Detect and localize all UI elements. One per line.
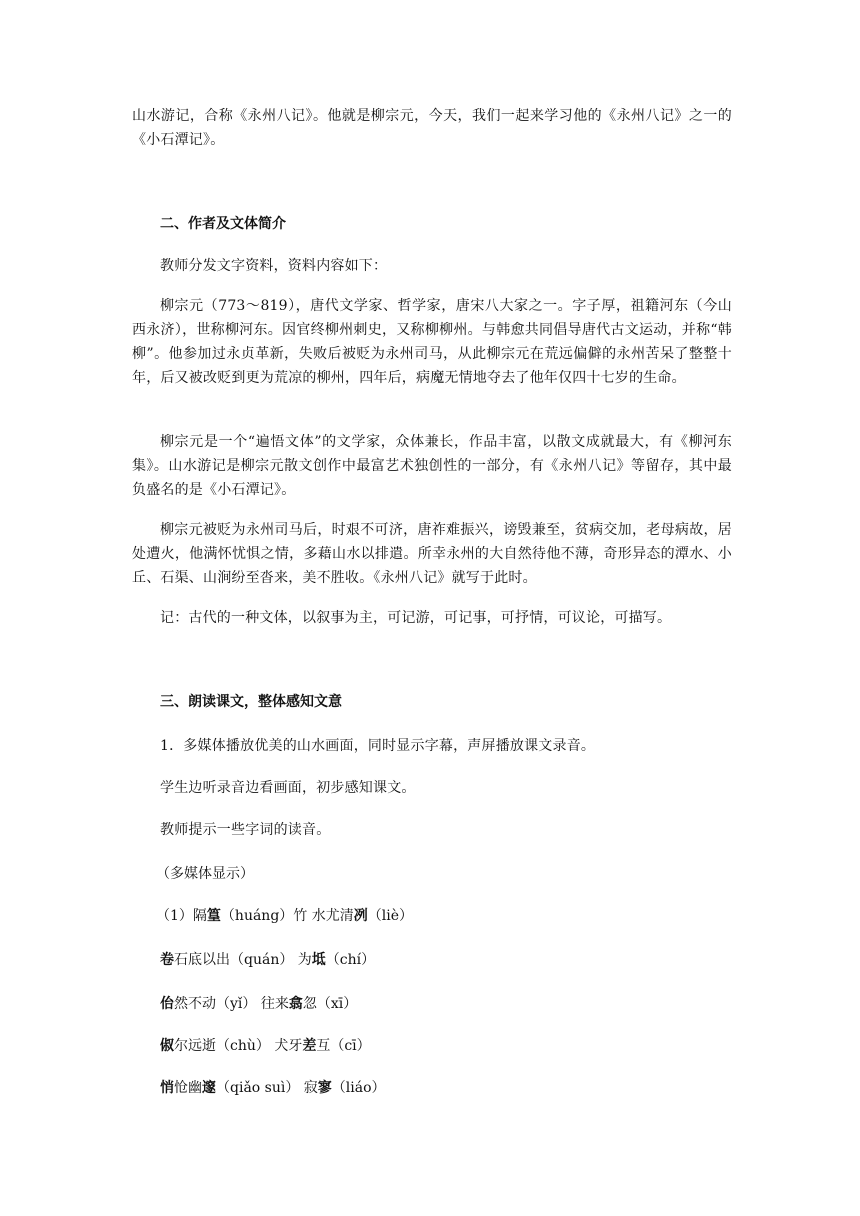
section-2-paragraph-2: 柳宗元（773～819），唐代文学家、哲学家，唐宋八大家之一。字子厚，祖籍河东（今山西永济），世称柳河东。因官终柳州刺史，又称柳柳州。与韩愈共同倡导唐代古文运动，并称“韩柳”。他参加过永贞革新，失败后被贬为永州司马，从此柳宗元在荒远偏僻的永州苦呆了整整十年，后又被改贬到更为荒凉的柳州，四年后，病魔无情地夺去了他年仅四十七岁的生命。 <box>132 298 732 386</box>
pron-char-bold: 差 <box>302 1038 317 1054</box>
pronunciation-line <box>160 1034 371 1058</box>
pron-char-bold: 佁 <box>160 996 174 1012</box>
pronunciation-line <box>160 992 357 1016</box>
multimedia-display-label: （多媒体显示） <box>156 866 254 882</box>
pron-text: 石底以出（quán） 为 <box>174 952 312 968</box>
pron-text: 怆幽 <box>174 1080 202 1096</box>
pron-text: （1）隔 <box>156 908 207 924</box>
pron-text: （liè） <box>367 908 413 924</box>
section-3-paragraph-3: 教师提示一些字词的读音。 <box>160 822 331 838</box>
pron-text: （chí） <box>325 952 376 968</box>
pron-char-bold: 悄 <box>160 1080 174 1096</box>
pron-text: （qiǎo suì） 寂 <box>216 1080 318 1096</box>
section-3-heading: 三、朗读课文，整体感知文意 <box>160 694 342 710</box>
pron-char-bold: 邃 <box>202 1080 216 1096</box>
pron-text: 互（cī） <box>316 1038 371 1054</box>
section-2-paragraph-5: 记：古代的一种文体，以叙事为主，可记游，可记事，可抒情，可议论，可描写。 <box>160 610 672 626</box>
section-2-paragraph-3: 柳宗元是一个“遍悟文体”的文学家，众体兼长，作品丰富，以散文成就最大，有《柳河东集》。山水游记是柳宗元散文创作中最富艺术独创性的一部分，有《永州八记》等留存，其中最负盛名的是《小石潭记》。 <box>132 434 732 498</box>
pron-char-bold: 冽 <box>353 908 368 924</box>
section-2-paragraph-1: 教师分发文字资料，资料内容如下： <box>160 258 388 274</box>
pron-char-bold: 寥 <box>317 1080 332 1096</box>
section-3-paragraph-1: 1．多媒体播放优美的山水画面，同时显示字幕，声屏播放课文录音。 <box>160 738 596 754</box>
intro-paragraph: 山水游记，合称《永州八记》。他就是柳宗元，今天，我们一起来学习他的《永州八记》之一的《小石潭记》。 <box>132 108 732 148</box>
pron-char-bold: 坻 <box>311 952 326 968</box>
pron-text: 忽（xī） <box>302 996 358 1012</box>
pron-text: 然不动（yǐ） 往来 <box>174 996 289 1012</box>
pron-char-bold: 卷 <box>160 952 174 968</box>
section-2-heading: 二、作者及文体简介 <box>160 216 286 232</box>
pron-char-bold: 翕 <box>288 996 303 1012</box>
pron-text: （huáng）竹 水尤清 <box>220 908 354 924</box>
section-2-paragraph-4: 柳宗元被贬为永州司马后，时艰不可济，唐祚难振兴，谤毁兼至，贫病交加，老母病故，居处遭火，他满怀忧惧之情，多藉山水以排遣。所幸永州的大自然待他不薄，奇形异态的潭水、小丘、石渠、山涧纷至沓来，美不胜收。《永州八记》就写于此时。 <box>132 522 732 586</box>
pronunciation-line <box>160 948 375 972</box>
section-3-paragraph-2: 学生边听录音边看画面，初步感知课文。 <box>160 780 416 796</box>
pron-text: 尔远逝（chù） 犬牙 <box>174 1038 303 1054</box>
pron-char-bold: 篁 <box>206 908 221 924</box>
pronunciation-line <box>156 904 413 928</box>
pronunciation-line <box>160 1076 386 1100</box>
pron-text: （liáo） <box>331 1080 386 1096</box>
pron-char-bold: 俶 <box>160 1038 174 1054</box>
